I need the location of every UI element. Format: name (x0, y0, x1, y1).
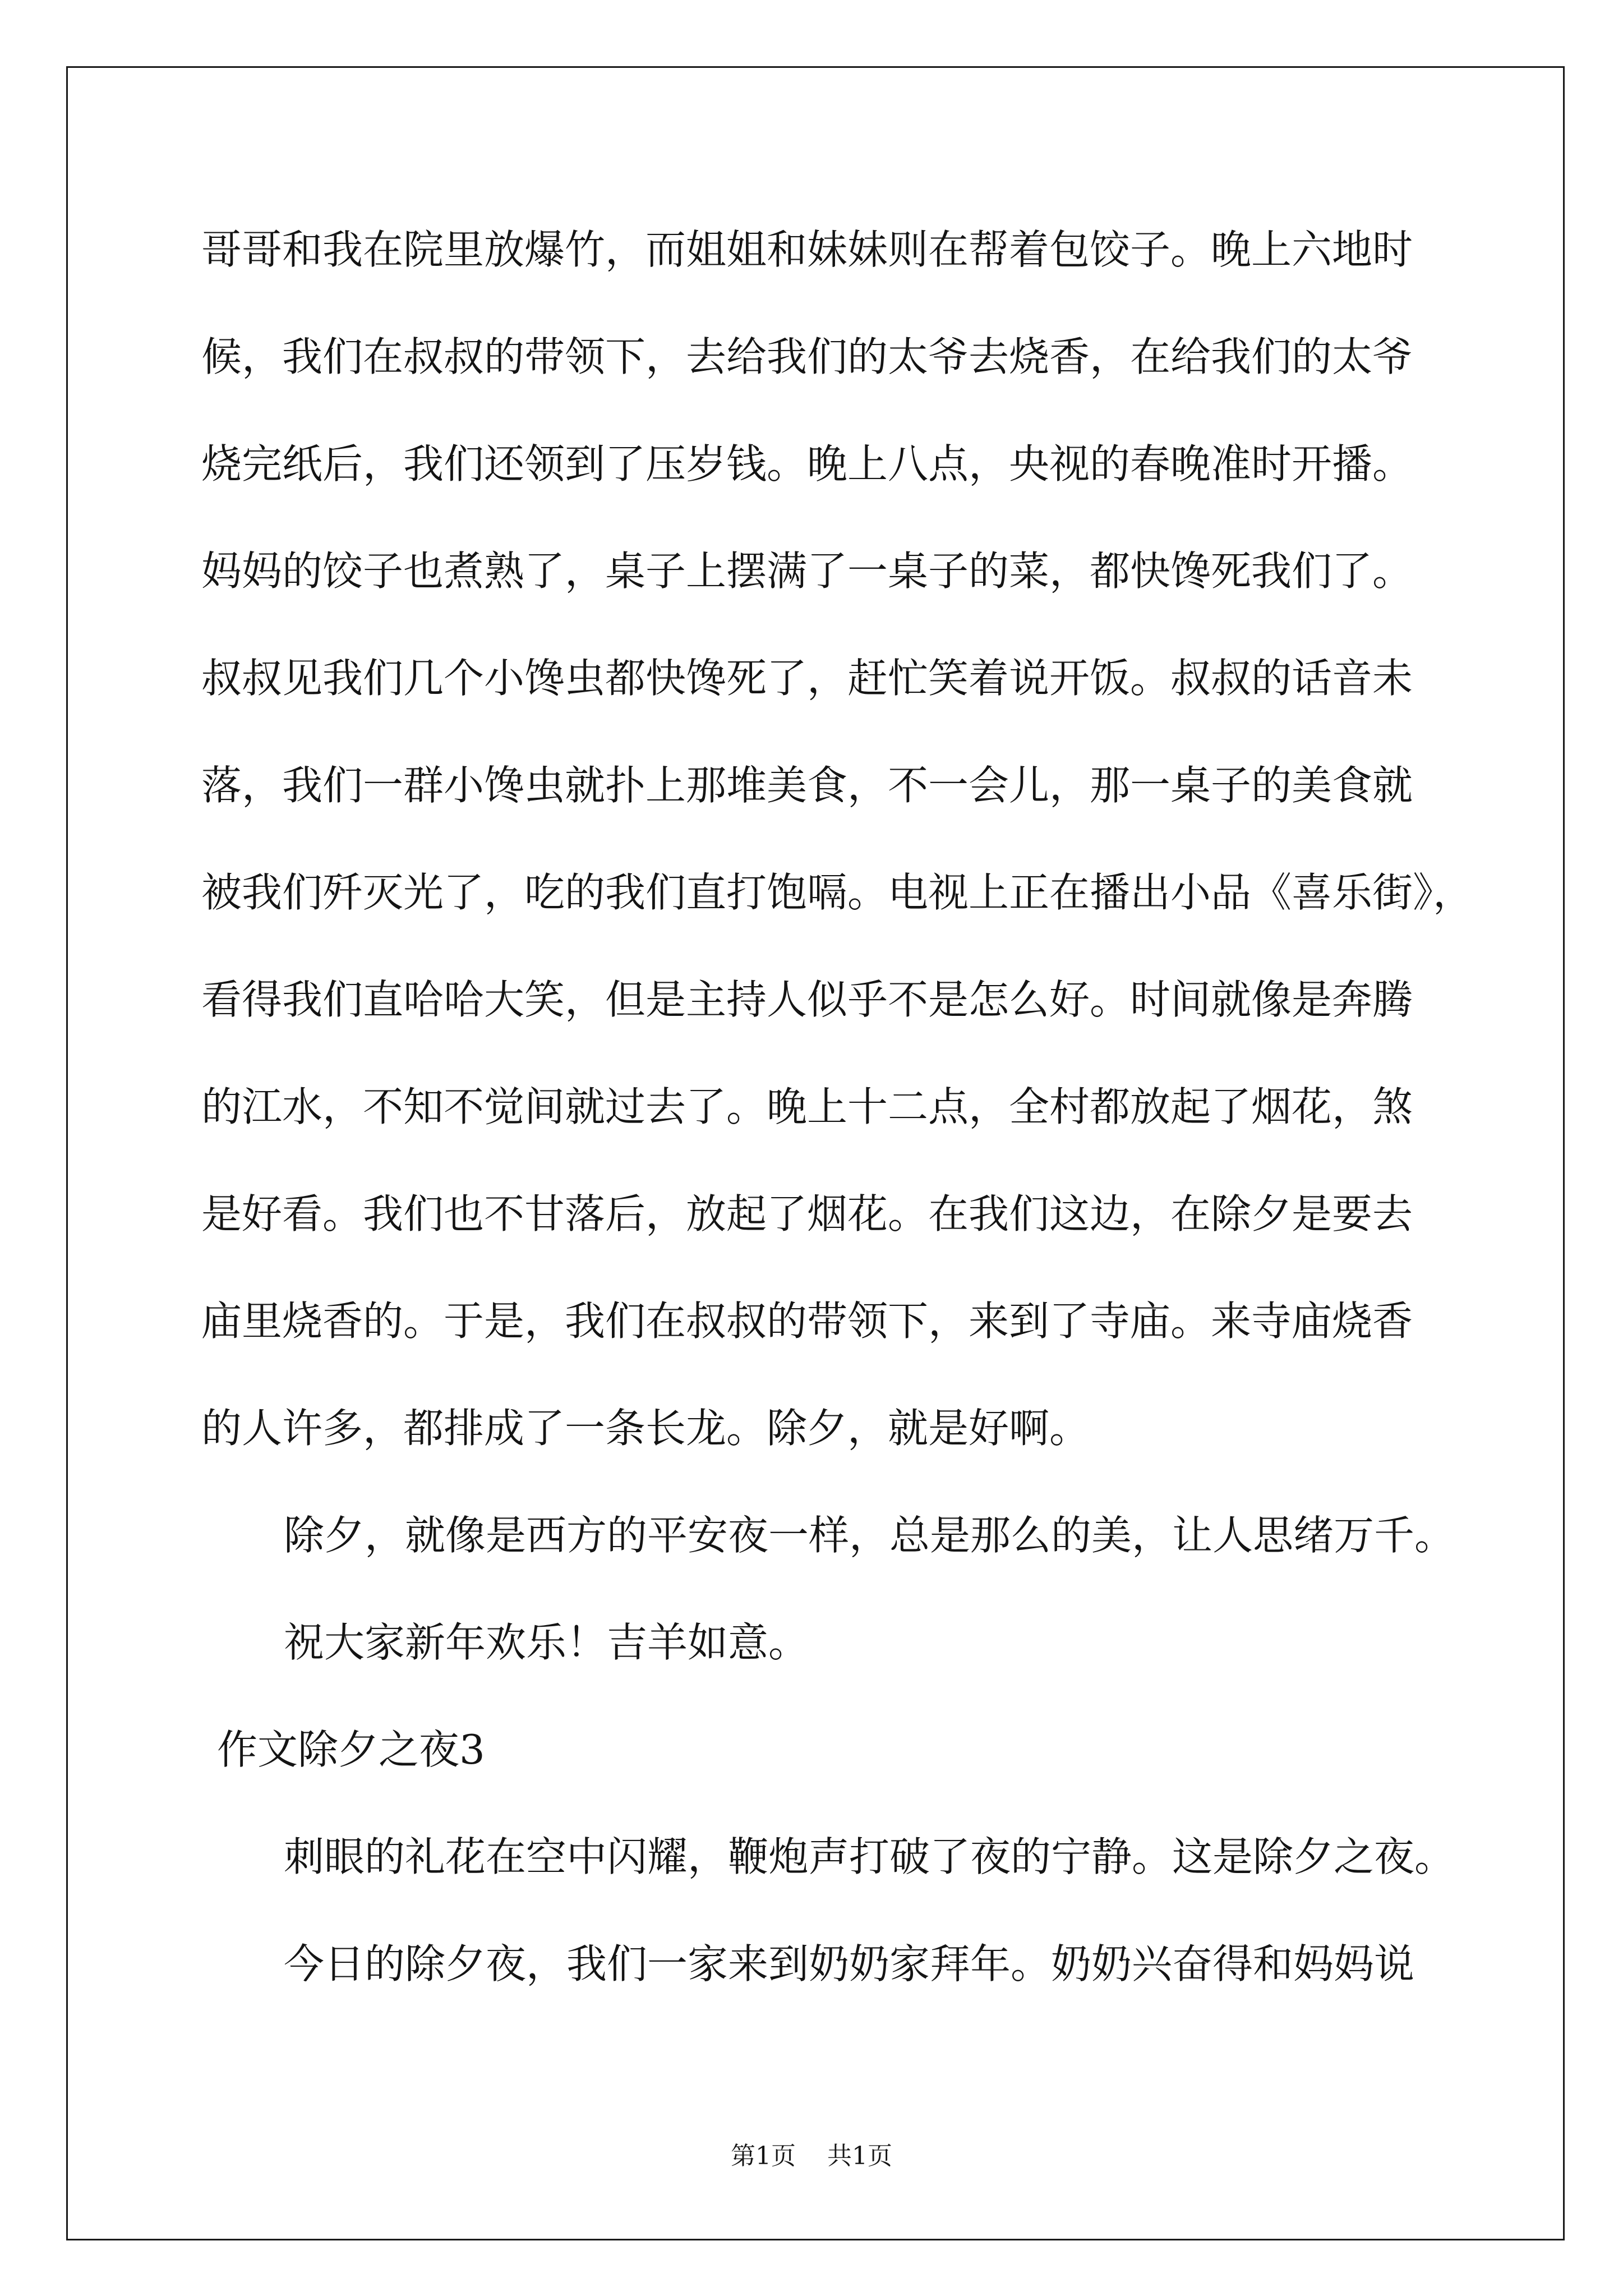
text-line: 的江水，不知不觉间就过去了。晚上十二点，全村都放起了烟花，煞 (201, 1083, 1413, 1130)
text-line: 被我们歼灭光了，吃的我们直打饱嗝。电视上正在播出小品《喜乐街》， (201, 869, 1474, 916)
text-line: 看得我们直哈哈大笑，但是主持人似乎不是怎么好。时间就像是奔腾 (201, 976, 1413, 1023)
paragraph (201, 1803, 1547, 1911)
text-line: 的人许多，都排成了一条长龙。除夕，就是好啊。 (201, 1405, 1090, 1452)
text-line: 今日的除夕夜，我们一家来到奶奶家拜年。奶奶兴奋得和妈妈说 (284, 1940, 1415, 1987)
text-line: 烧完纸后，我们还领到了压岁钱。晚上八点，央视的春晚准时开播。 (201, 440, 1413, 487)
text-line: 是好看。我们也不甘落后，放起了烟花。在我们这边，在除夕是要去 (201, 1190, 1413, 1237)
text-line: 祝大家新年欢乐！吉羊如意。 (284, 1619, 809, 1666)
paragraph (201, 1482, 1547, 1589)
page-count: 共1页 (827, 2142, 892, 2170)
text-line: 候，我们在叔叔的带领下，去给我们的太爷去烧香，在给我们的太爷 (201, 333, 1413, 380)
section-heading: 作文除夕之夜3 (217, 1726, 485, 1773)
paragraph (201, 1911, 1547, 2018)
text-line: 妈妈的饺子也煮熟了，桌子上摆满了一桌子的菜，都快馋死我们了。 (201, 547, 1413, 595)
text-line: 庙里烧香的。于是，我们在叔叔的带领下，来到了寺庙。来寺庙烧香 (201, 1297, 1413, 1345)
document-body (201, 196, 1547, 2018)
text-line: 除夕，就像是西方的平安夜一样，总是那么的美，让人思绪万千。 (284, 1512, 1455, 1559)
text-line: 落，我们一群小馋虫就扑上那堆美食，不一会儿，那一桌子的美食就 (201, 762, 1413, 809)
text-line: 刺眼的礼花在空中闪耀，鞭炮声打破了夜的宁静。这是除夕之夜。 (284, 1833, 1455, 1880)
text-line: 叔叔见我们几个小馋虫都快馋死了，赶忙笑着说开饭。叔叔的话音未 (201, 655, 1413, 702)
text-line: 哥哥和我在院里放爆竹，而姐姐和妹妹则在帮着包饺子。晚上六地时 (201, 226, 1413, 273)
page-number: 第1页 (731, 2142, 796, 2170)
paragraph-continued (201, 196, 1547, 1482)
page-footer (0, 2140, 1623, 2173)
paragraph (201, 1589, 1547, 1696)
